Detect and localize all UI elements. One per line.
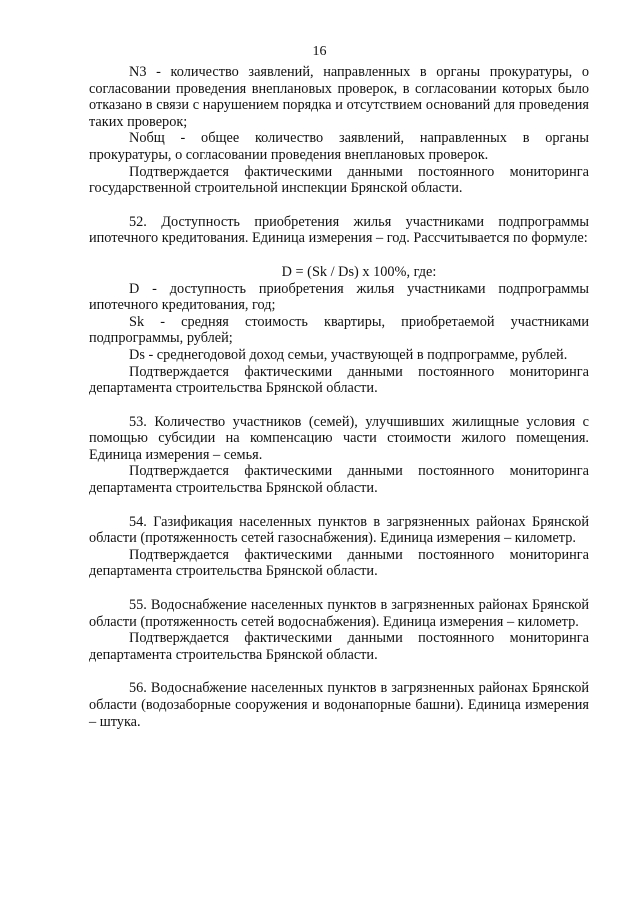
- paragraph-d-definition: D - доступность приобретения жилья участниками подпрограммы ипотечного кредитования, год;: [89, 280, 589, 314]
- paragraph-n3-definition: N3 - количество заявлений, направленных в органы прокуратуры, о согласовании проведения внеплановых проверок, в согласовании которых было отказано в связи с нарушением порядка и отсутствием оснований для проведения таких проверок;: [89, 64, 589, 130]
- paragraph-ntotal-definition: Nобщ - общее количество заявлений, направленных в органы прокуратуры, о согласовании проведения внеплановых проверок.: [89, 130, 589, 163]
- formula: D = (Sk / Ds) x 100%, где:: [281, 263, 437, 280]
- paragraph-confirmation-inspection: Подтверждается фактическими данными постоянного мониторинга государственной строительной инспекции Брянской области.: [89, 163, 589, 197]
- paragraph-confirmation-52: Подтверждается фактическими данными постоянного мониторинга департамента строительства Брянской области.: [89, 363, 589, 397]
- paragraph-item-53: 53. Количество участников (семей), улучшивших жилищные условия с помощью субсидии на компенсацию части стоимости жилого помещения. Единица измерения – семья.: [89, 413, 589, 463]
- page-number: 16: [312, 44, 327, 59]
- paragraph-item-56: 56. Водоснабжение населенных пунктов в загрязненных районах Брянской области (водозаборные сооружения и водонапорные башни). Единица измерения – штука.: [89, 680, 589, 730]
- paragraph-item-54: 54. Газификация населенных пунктов в загрязненных районах Брянской области (протяженность сетей газоснабжения). Единица измерения – километр.: [89, 513, 589, 547]
- paragraph-ds-definition: Ds - среднегодовой доход семьи, участвующей в подпрограмме, рублей.: [129, 346, 568, 363]
- document-body: [89, 64, 589, 730]
- paragraph-confirmation-55: Подтверждается фактическими данными постоянного мониторинга департамента строительства Брянской области.: [89, 630, 589, 663]
- paragraph-sk-definition: Sk - средняя стоимость квартиры, приобретаемой участниками подпрограммы, рублей;: [89, 313, 589, 347]
- paragraph-item-52: 52. Доступность приобретения жилья участниками подпрограммы ипотечного кредитования. Единица измерения – год. Рассчитывается по формуле:: [89, 213, 589, 247]
- paragraph-item-55: 55. Водоснабжение населенных пунктов в загрязненных районах Брянской области (протяженность сетей водоснабжения). Единица измерения – километр.: [89, 597, 589, 630]
- paragraph-confirmation-54: Подтверждается фактическими данными постоянного мониторинга департамента строительства Брянской области.: [89, 546, 589, 580]
- paragraph-confirmation-53: Подтверждается фактическими данными постоянного мониторинга департамента строительства Брянской области.: [89, 463, 589, 497]
